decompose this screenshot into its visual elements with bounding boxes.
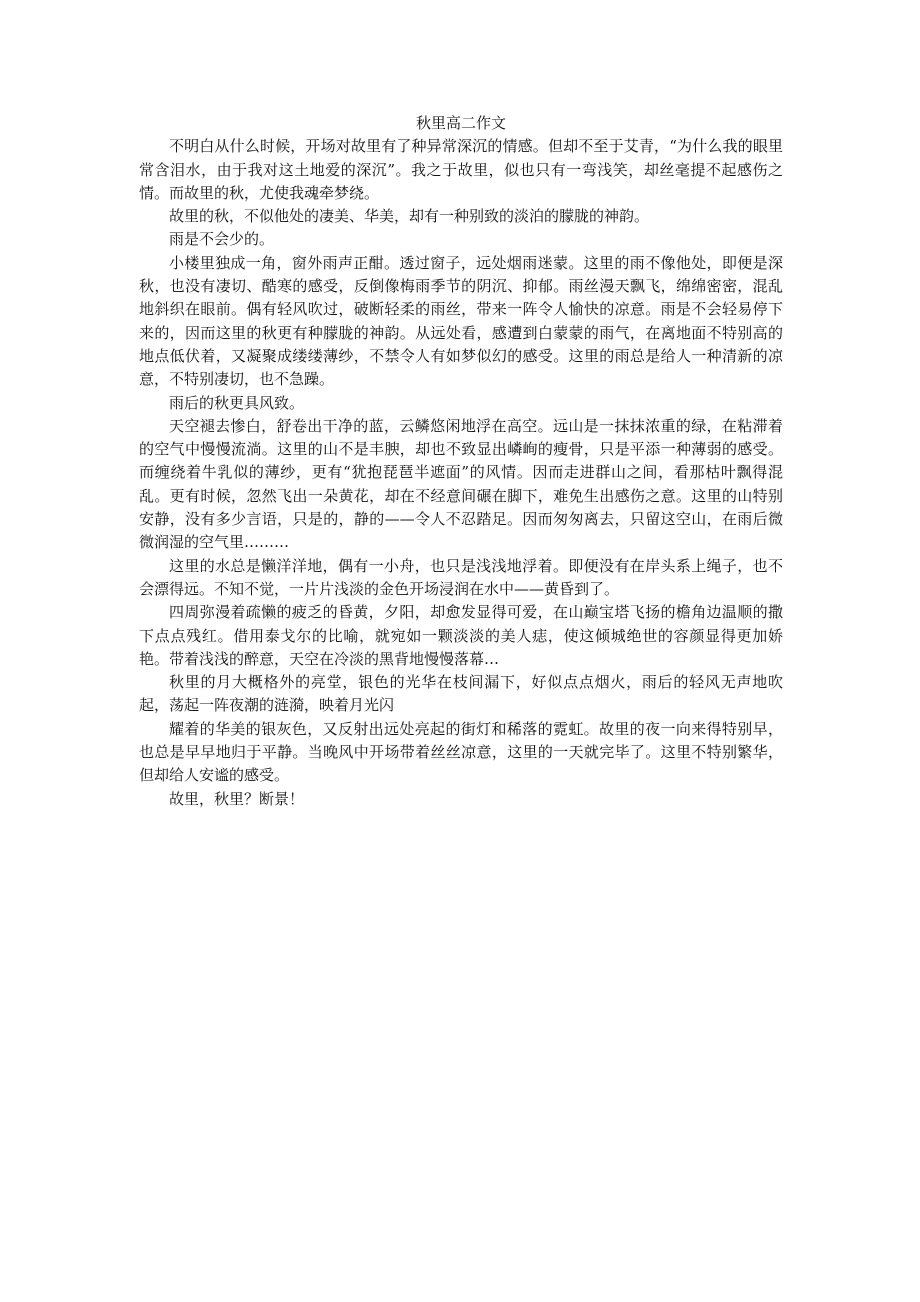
paragraph-after-rain: 雨后的秋更具风致。 — [169, 393, 305, 412]
document-title: 秋里高二作文 — [415, 114, 506, 132]
paragraph-rain-note: 雨是不会少的。 — [169, 230, 275, 249]
paragraph-closing: 故里，秋里？断景！ — [169, 789, 305, 808]
paragraph-rain-scene: 小楼里独成一角，窗外雨声正酣。透过窗子，远处烟雨迷蒙。这里的雨不像他处，即便是深秋，也没有凄切、酷寒的感受，反倒像梅雨季节的阴沉、抑郁。雨丝漫天飘飞，绵绵密密，混乱地斜织在眼前。偶有轻风吹过，破断轻柔的雨丝，带来一阵令人愉快的凉意。雨是不会轻易停下来的，因而这里的秋更有种朦胧的神韵。从远处看，感遭到白蒙蒙的雨气，在离地面不特别高的地点低伏着，又凝聚成缕缕薄纱，不禁令人有如梦似幻的感受。这里的雨总是给人一种清新的凉意，不特别凄切，也不急躁。 — [139, 253, 783, 389]
paragraph-mountains: 天空褪去惨白，舒卷出干净的蓝，云鳞悠闲地浮在高空。远山是一抹抹浓重的绿，在粘滞着的空气中慢慢流淌。这里的山不是丰腴，却也不致显出嶙峋的瘦骨，只是平添一种薄弱的感受。而缠绕着牛乳似的薄纱，更有“犹抱琵琶半遮面”的风情。因而走进群山之间，看那枯叶飘得混乱。更有时候，忽然飞出一朵黄花，却在不经意间碾在脚下，难免生出感伤之意。这里的山特别安静，没有多少言语，只是的，静的——令人不忍踏足。因而匆匆离去，只留这空山，在雨后微微润湿的空气里……… — [139, 416, 783, 552]
paragraph-dusk: 四周弥漫着疏懒的疲乏的昏黄，夕阳，却愈发显得可爱，在山巅宝塔飞扬的檐角边温顺的撒下点点残红。借用泰戈尔的比喻，就宛如一颗淡淡的美人痣，使这倾城绝世的容颜显得更加娇艳。带着浅浅的醉意，天空在冷淡的黑背地慢慢落幕… — [139, 603, 783, 668]
paragraph-water: 这里的水总是懒洋洋地，偶有一小舟，也只是浅浅地浮着。即便没有在岸头系上绳子，也不会漂得远。不知不觉，一片片浅淡的金色开场浸润在水中——黄昏到了。 — [139, 556, 783, 598]
paragraph-autumn-charm: 故里的秋，不似他处的凄美、华美，却有一种别致的淡泊的朦胧的神韵。 — [169, 207, 650, 226]
document-body — [139, 112, 783, 811]
paragraph-intro: 不明白从什么时候，开场对故里有了种异常深沉的情感。但却不至于艾青，“为什么我的眼里常含泪水，由于我对这土地爱的深沉”。我之于故里，似也只有一弯浅笑，却丝毫提不起感伤之情。而故里的秋，尤使我魂牵梦绕。 — [139, 137, 783, 202]
paragraph-night: 耀着的华美的银灰色，又反射出远处亮起的街灯和稀落的霓虹。故里的夜一向来得特别早，也总是早早地归于平静。当晚风中开场带着丝丝凉意，这里的一天就完毕了。这里不特别繁华，但却给人安谧的感受。 — [139, 719, 783, 785]
paragraph-moon: 秋里的月大概格外的亮堂，银色的光华在枝间漏下，好似点点烟火，雨后的轻风无声地吹起，荡起一阵夜潮的涟漪，映着月光闪 — [139, 673, 783, 715]
